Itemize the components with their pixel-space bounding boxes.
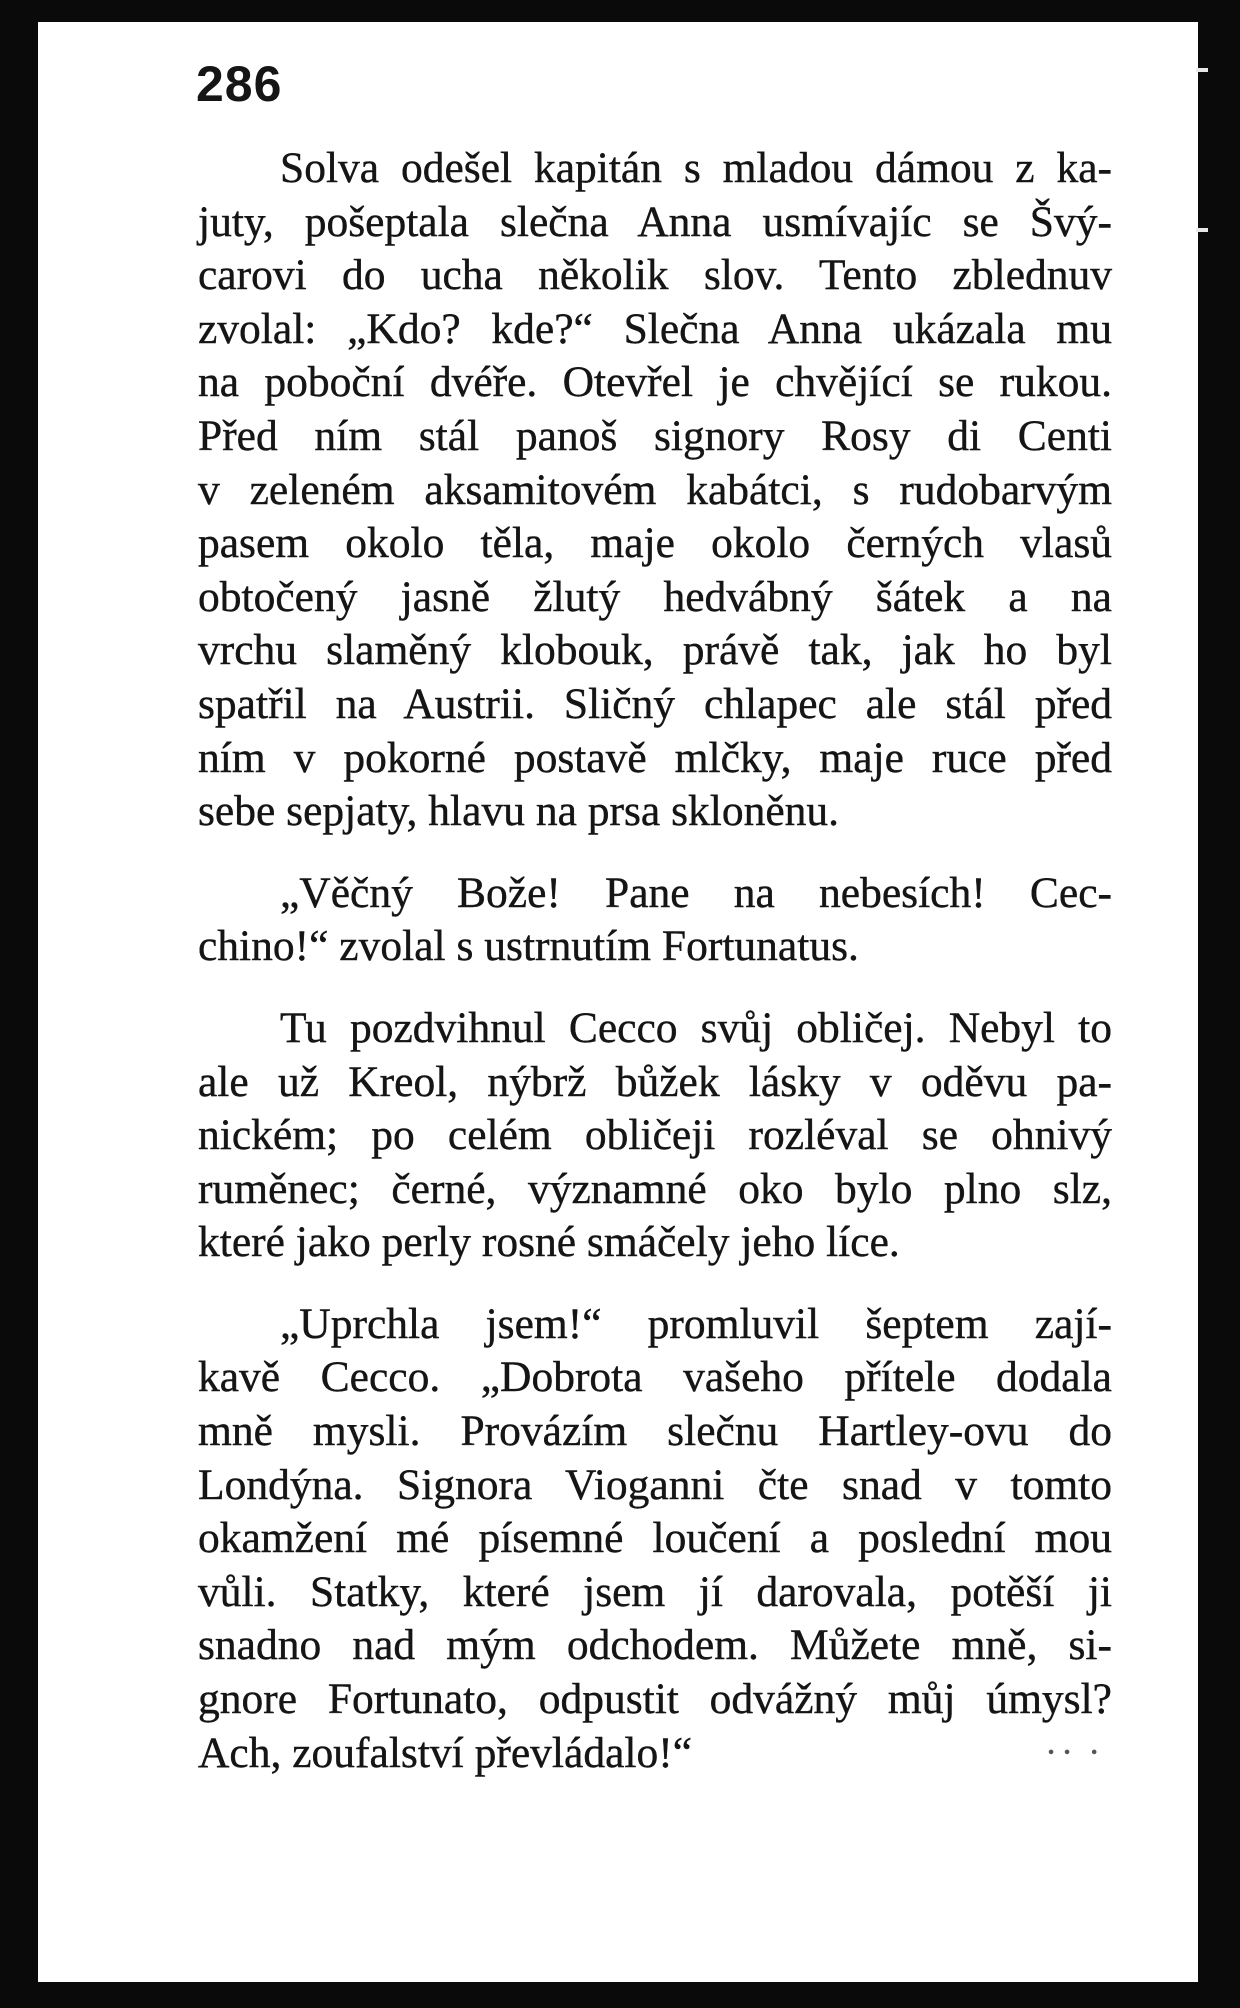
text-line: Londýna. Signora Vioganni čte snad v tomto	[198, 1460, 1112, 1509]
text-line: nickém; po celém obličeji rozléval se ohnivý	[198, 1111, 1112, 1160]
text-line: Tu pozdvihnul Cecco svůj obličej. Nebyl to	[280, 1003, 1112, 1052]
text-line: na poboční dvéře. Otevřel je chvějící se rukou.	[198, 358, 1112, 407]
text-line: chino!“ zvolal s ustrnutím Fortunatus.	[198, 922, 859, 971]
text-line: kavě Cecco. „Dobrota vašeho přítele dodala	[198, 1353, 1112, 1402]
text-line: které jako perly rosné smáčely jeho líce.	[198, 1218, 900, 1267]
text-line: „Uprchla jsem!“ promluvil šeptem zají-	[280, 1299, 1112, 1348]
body-text	[198, 142, 1112, 1780]
edge-artifact	[1196, 68, 1208, 72]
text-line: pasem okolo těla, maje okolo černých vlasů	[198, 519, 1112, 568]
text-line: ale už Kreol, nýbrž bůžek lásky v oděvu pa-	[198, 1057, 1112, 1106]
paragraph-gap	[198, 974, 1112, 1002]
text-line: „Věčný Bože! Pane na nebesích! Cec-	[280, 868, 1112, 917]
text-line: zvolal: „Kdo? kde?“ Slečna Anna ukázala mu	[198, 304, 1112, 353]
text-line: ruměnec; černé, významné oko bylo plno slz,	[198, 1164, 1112, 1213]
text-line: carovi do ucha několik slov. Tento zblednuv	[198, 251, 1112, 300]
text-line: snadno nad mým odchodem. Můžete mně, si-	[198, 1621, 1112, 1670]
page-number: 286	[196, 56, 283, 112]
text-line: okamžení mé písemné loučení a poslední mou	[198, 1514, 1112, 1563]
binding-edge	[1198, 0, 1240, 2008]
paragraph-gap	[198, 839, 1112, 867]
text-line: vůli. Statky, které jsem jí darovala, potěší ji	[198, 1567, 1112, 1616]
text-line: v zeleném aksamitovém kabátci, s rudobarvým	[198, 465, 1112, 514]
text-line: vrchu slaměný klobouk, právě tak, jak ho byl	[198, 626, 1112, 675]
print-speckles: ∙∙ ∙	[1046, 1742, 1106, 1761]
text-line: Solva odešel kapitán s mladou dámou z ka-	[280, 144, 1112, 192]
text-line: ním v pokorné postavě mlčky, maje ruce před	[198, 733, 1112, 782]
text-line: gnore Fortunato, odpustit odvážný můj úmysl?	[198, 1675, 1112, 1724]
edge-artifact	[1196, 228, 1208, 232]
paragraph-gap	[198, 1270, 1112, 1298]
text-line: Před ním stál panoš signory Rosy di Centi	[198, 411, 1112, 460]
text-line: obtočený jasně žlutý hedvábný šátek a na	[198, 572, 1112, 621]
text-line: sebe sepjaty, hlavu na prsa skloněnu.	[198, 787, 840, 836]
text-line: spatřil na Austrii. Sličný chlapec ale stál před	[198, 679, 1112, 728]
text-line: mně mysli. Provázím slečnu Hartley-ovu do	[198, 1407, 1112, 1456]
text-line: juty, pošeptala slečna Anna usmívajíc se Švý-	[198, 197, 1112, 246]
text-line: Ach, zoufalství převládalo!“	[198, 1728, 693, 1777]
